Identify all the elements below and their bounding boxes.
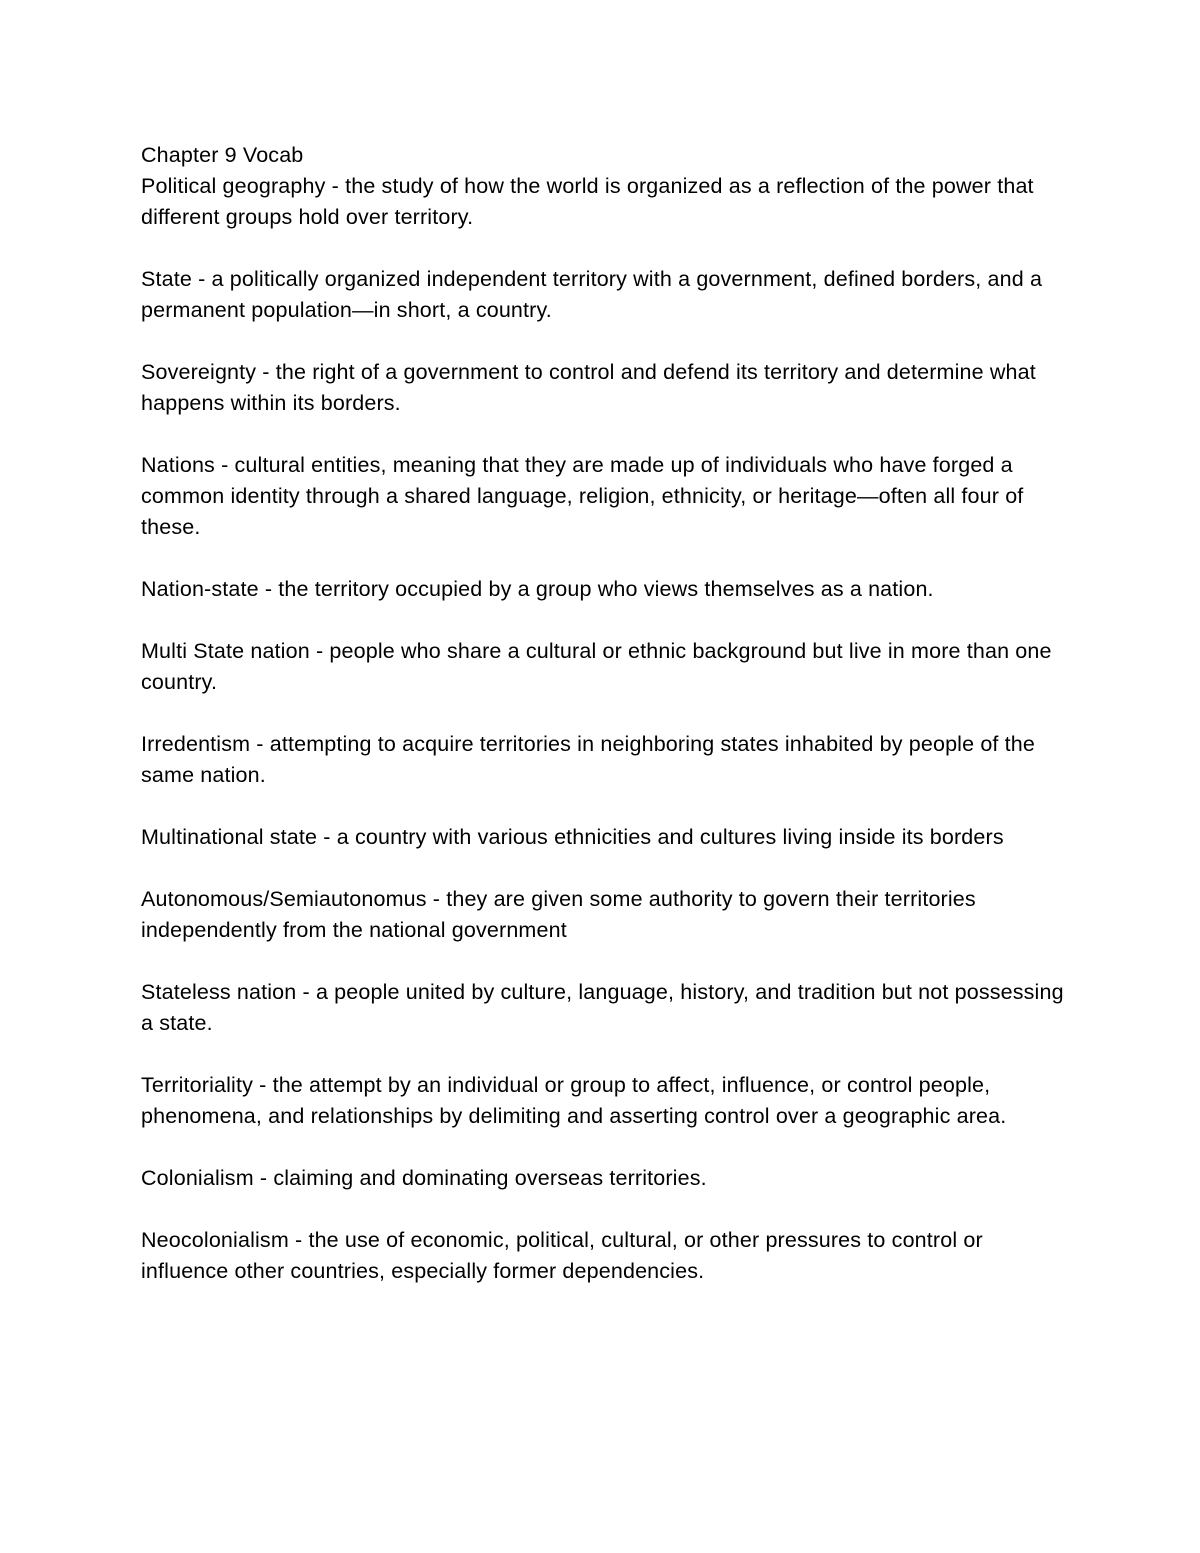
vocab-definition: claiming and dominating overseas territories. xyxy=(273,1166,707,1190)
vocab-entry: Nation-state - the territory occupied by a group who views themselves as a nation. xyxy=(141,577,934,601)
vocab-entry: Neocolonialism - the use of economic, political, cultural, or other pressures to control or influence other countries, especially former dependencies. xyxy=(141,1228,983,1283)
vocab-definition: the attempt by an individual or group to affect, influence, or control people, phenomena, and relationships by delimiting and asserting control over a geographic area. xyxy=(141,1073,1007,1128)
vocab-entry: Irredentism - attempting to acquire territories in neighboring states inhabited by people of the same nation. xyxy=(141,732,1036,787)
vocab-entry: Colonialism - claiming and dominating overseas territories. xyxy=(141,1166,707,1190)
vocab-definition: they are given some authority to govern their territories independently from the national government xyxy=(141,887,976,942)
vocab-definition: the use of economic, political, cultural, or other pressures to control or influence other countries, especially former dependencies. xyxy=(141,1228,983,1283)
vocab-definition: a politically organized independent territory with a government, defined borders, and a permanent population—in short, a country. xyxy=(141,267,1043,322)
vocab-definition: a country with various ethnicities and cultures living inside its borders xyxy=(336,825,1004,849)
vocab-entry: Sovereignty - the right of a government to control and defend its territory and determine what happens within its borders. xyxy=(141,360,1036,415)
vocab-entry: Stateless nation - a people united by culture, language, history, and tradition but not possessing a state. xyxy=(141,980,1064,1035)
vocab-term: Autonomous/Semiautonomus xyxy=(141,887,427,911)
vocab-definition: a people united by culture, language, history, and tradition but not possessing a state. xyxy=(141,980,1064,1035)
vocab-entry: Multinational state - a country with various ethnicities and cultures living inside its borders xyxy=(141,825,1004,849)
vocab-definition: people who share a cultural or ethnic background but live in more than one country. xyxy=(141,639,1052,694)
vocab-term: Territoriality xyxy=(141,1073,254,1097)
vocab-entry: Territoriality - the attempt by an individual or group to affect, influence, or control people, phenomena, and relationships by delimiting and asserting control over a geographic area. xyxy=(141,1073,1007,1128)
vocab-term: Multi State nation xyxy=(141,639,310,663)
vocab-term: Colonialism xyxy=(141,1166,254,1190)
vocab-term: Multinational state xyxy=(141,825,318,849)
vocab-definition: cultural entities, meaning that they are made up of individuals who have forged a common identity through a shared language, religion, ethnicity, or heritage—often all four of these. xyxy=(141,453,1024,539)
vocab-definition: the territory occupied by a group who views themselves as a nation. xyxy=(278,577,934,601)
vocab-term: Neocolonialism xyxy=(141,1228,289,1252)
vocab-definition: the right of a government to control and defend its territory and determine what happens within its borders. xyxy=(141,360,1036,415)
document-page xyxy=(141,140,1076,1318)
vocab-term: State xyxy=(141,267,192,291)
vocab-term: Sovereignty xyxy=(141,360,257,384)
vocab-definition: attempting to acquire territories in neighboring states inhabited by people of the same nation. xyxy=(141,732,1036,787)
vocab-term: Nations xyxy=(141,453,215,477)
document-title: Chapter 9 Vocab xyxy=(141,143,304,167)
vocab-term: Political geography xyxy=(141,174,326,198)
vocab-term: Irredentism xyxy=(141,732,251,756)
vocab-term: Nation-state xyxy=(141,577,259,601)
vocab-definition: the study of how the world is organized as a reflection of the power that different groups hold over territory. xyxy=(141,174,1034,229)
vocab-entry: Autonomous/Semiautonomus - they are given some authority to govern their territories independently from the national government xyxy=(141,887,976,942)
vocab-term: Stateless nation xyxy=(141,980,297,1004)
vocab-entry: Political geography - the study of how the world is organized as a reflection of the power that different groups hold over territory. xyxy=(141,174,1034,229)
vocab-entry: Multi State nation - people who share a cultural or ethnic background but live in more than one country. xyxy=(141,639,1052,694)
vocab-entry: State - a politically organized independent territory with a government, defined borders, and a permanent population—in short, a country. xyxy=(141,267,1043,322)
vocab-entry: Nations - cultural entities, meaning that they are made up of individuals who have forged a common identity through a shared language, religion, ethnicity, or heritage—often all four of these. xyxy=(141,453,1024,539)
